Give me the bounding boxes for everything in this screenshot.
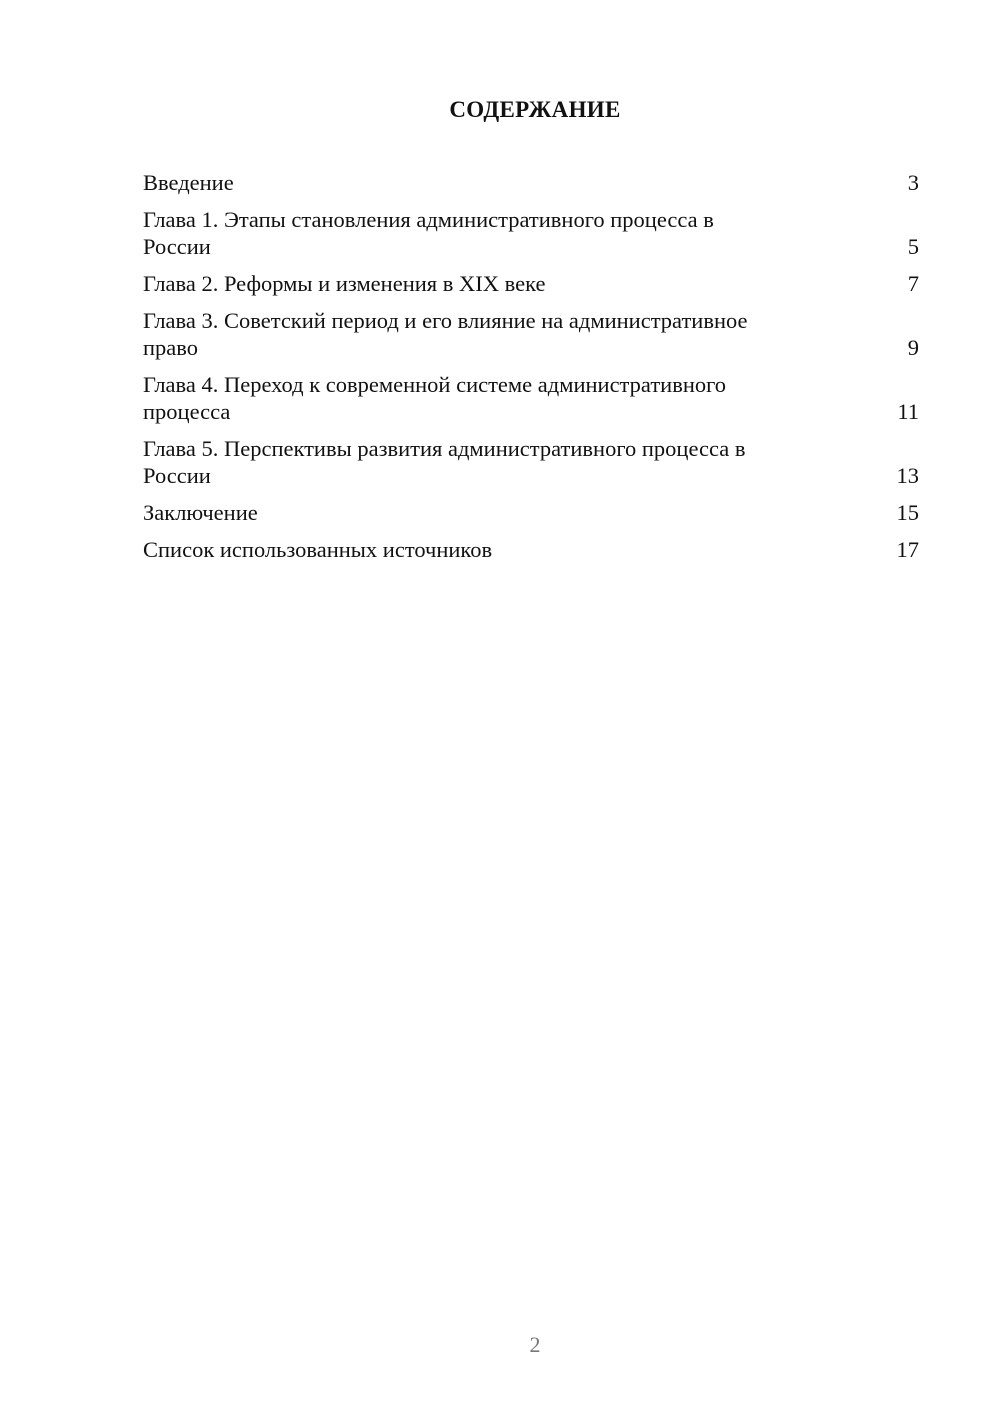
toc-entry-introduction (143, 169, 919, 196)
toc-entry-page: 17 (896, 537, 919, 562)
toc-entry-text: Заключение (143, 500, 258, 525)
toc-entry-chapter-2 (143, 270, 919, 297)
toc-entry-text: Глава 5. Перспективы развития административного процесса в России (143, 436, 746, 488)
toc-entry-text: Глава 3. Советский период и его влияние на административное право (143, 308, 748, 360)
toc-entry-page: 7 (907, 271, 919, 296)
toc-entry-page: 13 (896, 463, 919, 488)
toc-entry-text: Глава 2. Реформы и изменения в XIX веке (143, 271, 546, 296)
toc-entry-page: 15 (896, 500, 919, 525)
toc-entry-references (143, 536, 919, 563)
toc-title: СОДЕРЖАНИЕ (449, 97, 621, 122)
toc-entry-chapter-5 (143, 435, 919, 489)
page-number: 2 (529, 1332, 541, 1357)
toc-entry-chapter-4 (143, 371, 919, 425)
toc-entry-text: Глава 4. Переход к современной системе административного процесса (143, 372, 727, 424)
toc-entry-page: 3 (907, 170, 919, 195)
toc-entry-text: Список использованных источников (143, 537, 493, 562)
toc-entry-conclusion (143, 499, 919, 526)
table-of-contents (143, 169, 919, 573)
toc-entry-page: 5 (907, 234, 919, 259)
toc-entry-chapter-1 (143, 206, 919, 260)
toc-entry-page: 11 (897, 399, 919, 424)
toc-entry-page: 9 (907, 335, 919, 360)
toc-entry-text: Глава 1. Этапы становления административного процесса в России (143, 207, 714, 259)
toc-entry-chapter-3 (143, 307, 919, 361)
toc-entry-text: Введение (143, 170, 234, 195)
